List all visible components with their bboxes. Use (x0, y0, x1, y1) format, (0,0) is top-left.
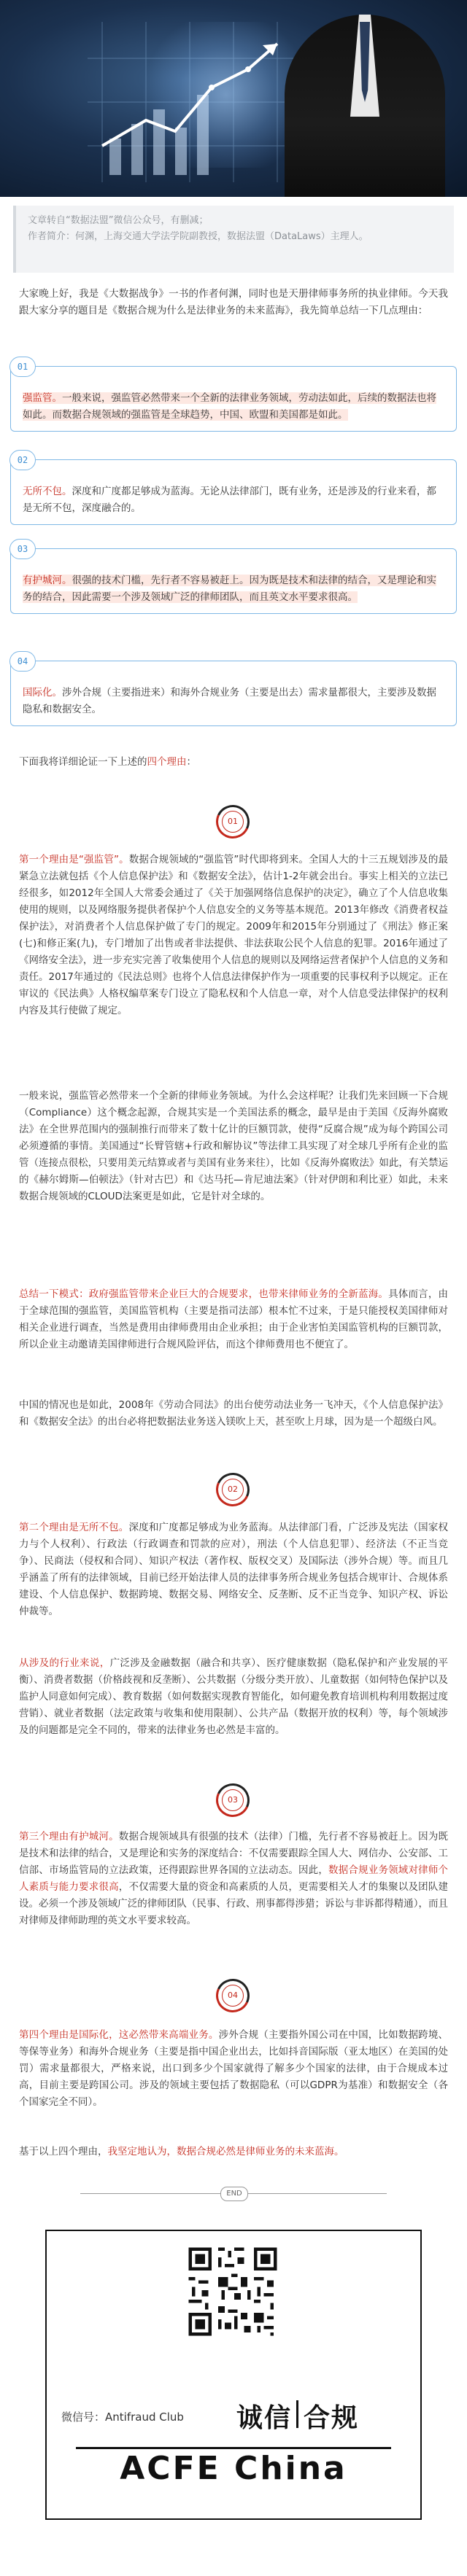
point-card-2 (10, 455, 457, 525)
point-text (23, 685, 444, 718)
section-number: 01 (222, 811, 244, 833)
section3-after: ，不仅需要大量的资金和高素质的人员，更需要相关人才的集聚以及团队建设。必须一个涉及领域广泛的律师团队（民事、行政、刑事都得涉猎；诉讼与非诉都得精通），而且对律师及律师助理的英文水平要求较高。 (19, 1881, 449, 1926)
point-lead: 无所不包。 (23, 486, 72, 497)
section4-paragraph-2 (19, 2144, 448, 2160)
point-body: 涉外合规（主要指进来）和海外合规业务（主要是出去）需求量都很大，主要涉及数据隐私和数据安全。 (23, 687, 436, 715)
section2-paragraph-2 (19, 1655, 448, 1739)
brand-rule (76, 2447, 391, 2449)
section4-body: 涉外合规（主要指外国公司在中国，比如数据跨境、等保等业务）和海外合规业务（主要是指中国企业出去，比如抖音国际版（亚太地区）在美国的处罚）需求量都很大，严格来说，出口到多少个国家就得了解多少个国家的法律，由于合规成本过高，目前主要是跨国公司。涉及的领域主要包括了数据隐私（可以GDPR为基准）和数据安全（各个国家完全不同）。 (19, 2029, 449, 2108)
point-lead: 国际化。 (23, 687, 62, 699)
transition-emph: 四个理由 (147, 756, 187, 768)
point-body: 一般来说，强监管必然带来一个全新的法律业务领域，劳动法如此，后续的数据法也将如此。而数据合规领域的强监管是全球趋势，中国、欧盟和美国都是如此。 (23, 392, 436, 421)
transition-text (19, 754, 448, 771)
section1-summary: 总结一下模式：政府强监管带来企业巨大的合规要求，也带来律师业务的全新蓝海。 (19, 1288, 389, 1300)
conclusion-emph: 我坚定地认为，数据合规必然是律师业务的未来蓝海。 (107, 2146, 344, 2157)
section2-p1 (19, 1519, 448, 1620)
section-number: 02 (222, 1479, 244, 1501)
qr-code[interactable] (185, 2244, 280, 2339)
section3-emph: 数据合规业务领域对律师个人素质与能力要求很高 (19, 1864, 449, 1893)
section3-lead: 第三个理由有护城河。 (19, 1831, 119, 1842)
wechat-id-label: 微信号：Antifraud Club (61, 2410, 184, 2424)
conclusion-before: 基于以上四个理由， (19, 2146, 108, 2157)
section1-p2: 一般来说，强监管必然带来一个全新的律师业务领域。为什么会这样呢？让我们先来回顾一下合规（Compliance）这个概念起源，合规其实是一个美国法系的概念，最早是由于美国《反海外腐败法》在全世界范围内的强制推行而带来了数十亿计的巨额罚款，使得“反腐合规”成为每个跨国公司必须遵循的事情。美国通过“长臂管辖+行政和解协议”等法律工具实现了对全球几乎所有企业的监管（连接点很松，只要用美元结算或者与美国有业务来往），比如《反海外腐败法》如此，有关禁运的《赫尔姆斯—伯顿法》（针对古巴）和《达马托—肯尼迪法案》（针对伊朗和利比亚）如此，未来数据合规领域的CLOUD法案更是如此，它是针对全球的。 (19, 1090, 448, 1202)
section3-body: 数据合规领域具有很强的技术（法律）门槛，先行者不容易被赶上。因为既是技术和法律的结合，又是理论和实务的深度结合：不仅需要跟踪全国人大、网信办、公安部、工信部、市场监管局的立法政策，还得跟踪世界各国的立法动态。因此， (19, 1831, 449, 1876)
section1-p4: 中国的情况也是如此，2008年《劳动合同法》的出台使劳动法业务一飞冲天，《个人信息保护法》和《数据安全法》的出台必将把数据法业务送入镁吹上天，甚至吹上月球，因为是一个超级白风。 (19, 1399, 448, 1428)
point-card-1 (10, 362, 457, 432)
brand-separator (296, 2400, 298, 2428)
source-line: 文章转自“数据法盟”微信公众号，有删减； (28, 215, 209, 226)
section2-lead-2: 从涉及的行业来说， (19, 1657, 110, 1669)
section2-body: 深度和广度都足够成为业务蓝海。从法律部门看，广泛涉及宪法（国家权力与个人权利）、行政法（行政调查和罚款的应对），刑法（个人信息犯罪）、经济法（不正当竞争）、民商法（侵权和合同）、知识产权法（著作权、版权交叉）及国际法（涉外合规）等。而且几乎涵盖了所有的法律领域，目前已经开始法律人员的法律事务所合规业务包括合规审计、合规体系建设、个人信息保护、数据跨境、数据交易、网络安全、反垄断、反不正当竞争、知识产权、诉讼仲裁等。 (19, 1522, 449, 1617)
section-marker-1 (212, 801, 255, 844)
section-marker-4 (212, 1974, 255, 2018)
section1-p3 (19, 1286, 448, 1353)
source-note (13, 206, 454, 273)
section4-lead: 第四个理由是国际化，这必然带来高端业务。 (19, 2029, 219, 2041)
section1-paragraph-2 (19, 1088, 448, 1205)
section2-p2 (19, 1655, 448, 1739)
point-text (23, 390, 444, 424)
section4-paragraph-1 (19, 2027, 448, 2111)
point-body: 深度和广度都足够成为蓝海。无论从法律部门，既有业务，还是涉及的行业来看，都是无所不包，深度融合的。 (23, 486, 436, 514)
point-card-4 (10, 656, 457, 726)
transition-before: 下面我将详细论证一下上述的 (19, 756, 147, 768)
point-number: 03 (9, 539, 36, 559)
section-number: 04 (222, 1985, 244, 2007)
point-number: 02 (9, 450, 36, 470)
section2-body-2: 广泛涉及金融数据（融合和共享）、医疗健康数据（隐私保护和产业发展的平衡）、消费者数据（价格歧视和反垄断）、公共数据（分级分类开放）、儿童数据（如何特色保护以及监护人同意如何完成）、教育数据（如何数据实现教育智能化，如何避免教育培训机构利用数据过度营销）、就业者数据（法定政策与收集和使用限制）、公共产品（数据开放的权利）等，每个领域涉及的问题都是完全不同的，带来的法律业务也必然是丰富的。 (19, 1657, 449, 1736)
section1-paragraph-4 (19, 1397, 448, 1431)
section2-lead: 第二个理由是无所不包。 (19, 1522, 129, 1533)
section3-paragraph (19, 1829, 448, 1929)
point-card-3 (10, 544, 457, 614)
section-marker-3 (212, 1779, 255, 1823)
point-lead: 强监管。 (23, 392, 62, 404)
section2-paragraph-1 (19, 1519, 448, 1620)
brand-cn-2: 合规 (304, 2403, 360, 2433)
section4-p1 (19, 2027, 448, 2111)
opening-text: 大家晚上好，我是《大数据战争》一书的作者何渊，同时也是天册律师事务所的执业律师。今天我跟大家分享的题目是《数据合规为什么是法律业务的未来蓝海》，我先简单总结一下几点理由： (19, 288, 448, 316)
point-number: 04 (9, 651, 36, 672)
transition-after: ： (186, 756, 196, 768)
section1-p3-body: 具体而言，由于全球范围的强监管，美国监管机构（主要是指司法部）根本忙不过来，于是只能授权美国律师对相关企业进行调查，当然是费用由律师费用由企业承担；由于企业害怕美国监管机构的巨额罚款，所以企业主动邀请美国律师进行合规风险评估，而这个律师费用也不便宜了。 (19, 1288, 449, 1350)
section1-paragraph-3 (19, 1286, 448, 1353)
section-marker-2 (212, 1468, 255, 1512)
opening-paragraph (19, 286, 448, 319)
section1-lead: 第一个理由是“强监管”。 (19, 854, 129, 865)
point-lead: 有护城河。 (23, 575, 72, 586)
brand-en: ACFE China (120, 2450, 347, 2487)
section1-body: 数据合规领域的“强监管”时代即将到来。全国人大的十三五规划涉及的最紧急立法就包括《个人信息保护法》和《数据安全法》，估计1-2年就会出台。事实上相关的立法已经很多，如2012年全国人大常委会通过了《关于加强网络信息保护的决定》，确立了个人信息收集使用的规则，以及网络服务提供者保护个人信息安全的义务等基本规范。2013年修改《消费者权益保护法》，对消费者个人信息保护做了专门的规定。2009年和2015年分别通过了《刑法》修正案(七)和修正案(九)，专门增加了出售或者非法提供、非法获取公民个人信息的犯罪。2016年通过了《网络安全法》，进一步充实完善了收集使用个人信息的规则以及网络运营者保护个人信息的义务和责任。2017年通过的《民法总则》也将个人信息法律保护作为一项重要的民事权利予以规定。正在审议的《民法典》人格权编草案专门设立了隐私权和个人信息一章，对个人信息受法律保护的权利内容及其行使做了规定。 (19, 854, 448, 1016)
author-line: 作者简介：何渊，上海交通大学法学院副教授，数据法盟（DataLaws）主理人。 (28, 231, 368, 242)
section4-p2 (19, 2144, 448, 2160)
footer-card (45, 2230, 422, 2520)
section1-paragraph-1 (19, 852, 448, 1019)
end-badge: END (220, 2187, 248, 2201)
point-text (23, 483, 444, 517)
section-number: 03 (222, 1789, 244, 1811)
section3-p1 (19, 1829, 448, 1929)
point-body: 很强的技术门槛，先行者不容易被赶上。因为既是技术和法律的结合，又是理论和实务的结合，因此需要一个涉及领域广泛的律师团队，而且英文水平要求很高。 (23, 575, 436, 603)
brand-cn-1: 诚信 (236, 2403, 293, 2433)
transition-paragraph (19, 754, 448, 771)
hero-image (0, 0, 467, 197)
point-text (23, 572, 444, 606)
point-number: 01 (9, 357, 36, 377)
section1-p1 (19, 852, 448, 1019)
